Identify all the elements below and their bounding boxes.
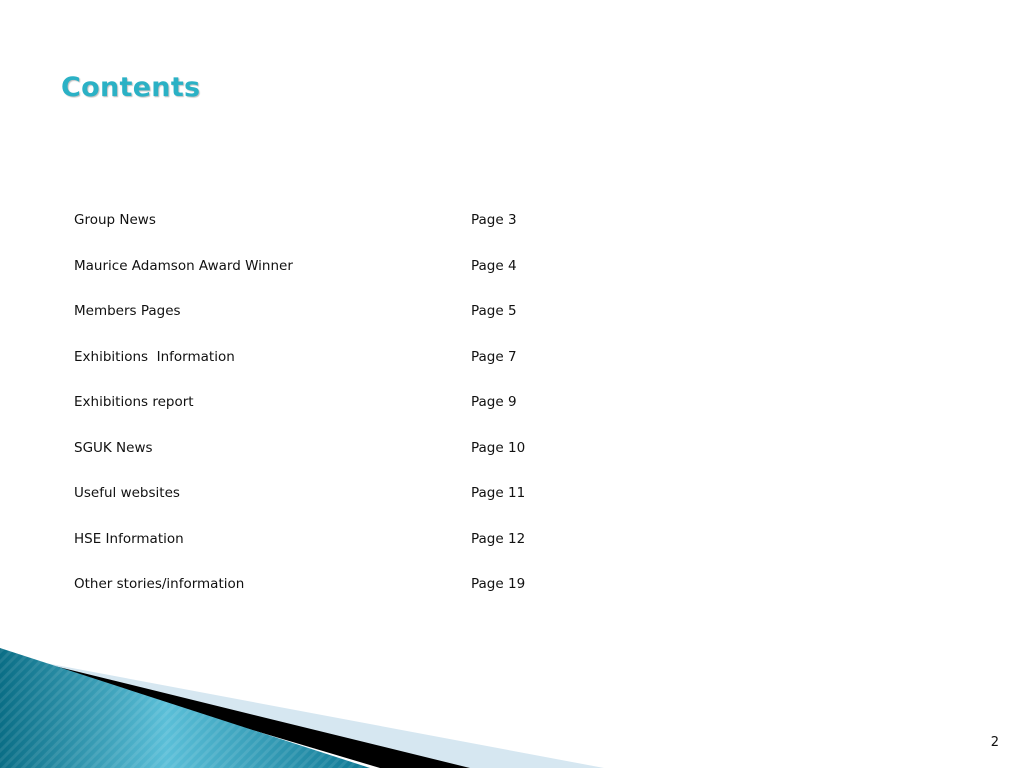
- contents-row: [74, 440, 634, 486]
- contents-item-label: Exhibitions Information: [74, 348, 235, 365]
- contents-item-label: Maurice Adamson Award Winner: [74, 257, 293, 274]
- contents-item-page: Page 4: [471, 257, 517, 274]
- slide-number: 2: [990, 735, 999, 750]
- contents-item-page: Page 9: [471, 394, 517, 410]
- contents-item-label: HSE Information: [74, 530, 184, 547]
- slide-title: Contents: [61, 72, 201, 103]
- teal-wedge-texture: [0, 648, 370, 768]
- contents-item-label: Exhibitions report: [74, 394, 194, 410]
- contents-row: [74, 531, 634, 577]
- contents-row: [74, 485, 634, 531]
- contents-item-page: Page 3: [471, 212, 517, 228]
- contents-row: [74, 212, 634, 258]
- corner-decoration: [0, 640, 620, 768]
- contents-row: [74, 349, 634, 395]
- contents-row: [74, 394, 634, 440]
- contents-item-page: Page 5: [471, 303, 517, 319]
- contents-row: [74, 258, 634, 304]
- contents-item-page: Page 7: [471, 348, 517, 365]
- contents-item-label: Members Pages: [74, 303, 181, 319]
- contents-item-page: Page 10: [471, 439, 526, 456]
- contents-list: [74, 212, 634, 622]
- contents-row: [74, 303, 634, 349]
- contents-item-page: Page 12: [471, 530, 526, 547]
- contents-item-label: Group News: [74, 212, 156, 228]
- contents-item-label: Useful websites: [74, 485, 180, 501]
- contents-row: [74, 576, 634, 622]
- contents-item-label: SGUK News: [74, 439, 153, 456]
- contents-item-label: Other stories/information: [74, 576, 245, 592]
- contents-item-page: Page 11: [471, 485, 526, 501]
- contents-item-page: Page 19: [471, 576, 526, 592]
